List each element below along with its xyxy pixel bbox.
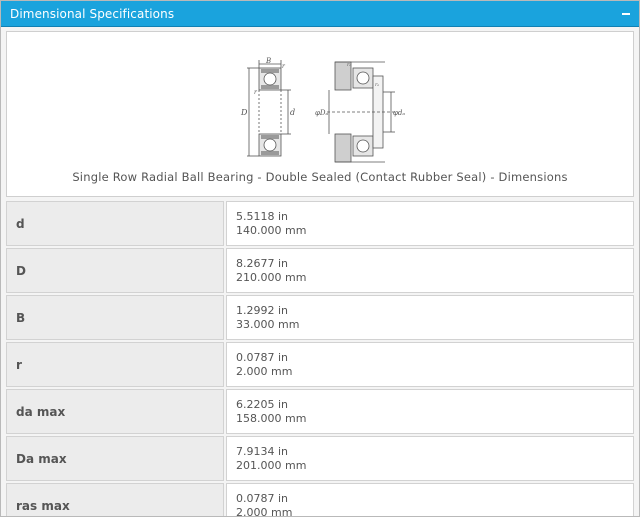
- spec-value-inch: 0.0787 in: [236, 491, 289, 505]
- label-da: φdₐ: [393, 109, 406, 117]
- spec-value: [226, 342, 634, 387]
- bearing-cross-section: [247, 60, 291, 156]
- spec-value: [226, 295, 634, 340]
- spec-value-mm: 201.000 mm: [236, 458, 307, 472]
- spec-value: [226, 248, 634, 293]
- spec-value-inch: 1.2992 in: [236, 303, 289, 317]
- spec-value-inch: 8.2677 in: [236, 256, 289, 270]
- spec-label: D: [6, 248, 224, 293]
- spec-label: ras max: [6, 483, 224, 517]
- panel-header[interactable]: [1, 1, 639, 27]
- spec-label: B: [6, 295, 224, 340]
- spec-label: Da max: [6, 436, 224, 481]
- spec-row-d: [6, 201, 634, 246]
- spec-value-mm: 2.000 mm: [236, 505, 293, 517]
- spec-value-inch: 7.9134 in: [236, 444, 289, 458]
- mounted-bearing-section: [327, 62, 395, 162]
- panel-title: Dimensional Specifications: [10, 6, 175, 21]
- spec-row-D: [6, 248, 634, 293]
- spec-value-mm: 210.000 mm: [236, 270, 307, 284]
- label-D: D: [241, 108, 248, 117]
- spec-value-inch: 6.2205 in: [236, 397, 289, 411]
- spec-table: [6, 201, 634, 517]
- spec-label: d: [6, 201, 224, 246]
- spec-value-mm: 33.000 mm: [236, 317, 300, 331]
- bearing-diagram-box: [6, 31, 634, 197]
- spec-value-inch: 5.5118 in: [236, 209, 289, 223]
- spec-value-mm: 158.000 mm: [236, 411, 307, 425]
- spec-label: da max: [6, 389, 224, 434]
- spec-row-r: [6, 342, 634, 387]
- spec-value-mm: 140.000 mm: [236, 223, 307, 237]
- spec-value: [226, 389, 634, 434]
- panel-content: [1, 27, 639, 517]
- spec-value: [226, 201, 634, 246]
- spec-value-inch: 0.0787 in: [236, 350, 289, 364]
- minus-icon[interactable]: [621, 9, 631, 19]
- spec-value: [226, 436, 634, 481]
- label-r-left: r: [254, 89, 257, 96]
- spec-row-B: [6, 295, 634, 340]
- label-d: d: [290, 108, 296, 117]
- diagram-caption: Single Row Radial Ball Bearing - Double Sealed (Contact Rubber Seal) - Dimensions: [72, 170, 568, 184]
- bearing-diagram-icon: [235, 56, 415, 168]
- label-ra-side: rₐ: [375, 82, 380, 88]
- label-Da: φDₐ: [315, 109, 329, 117]
- spec-value: [226, 483, 634, 517]
- spec-value-mm: 2.000 mm: [236, 364, 293, 378]
- spec-row-Da-max: [6, 436, 634, 481]
- spec-label: r: [6, 342, 224, 387]
- label-ra-top: rₐ: [347, 62, 352, 68]
- spec-row-da-max: [6, 389, 634, 434]
- spec-row-ras-max: [6, 483, 634, 517]
- label-r-top: r: [282, 63, 285, 70]
- label-B: B: [266, 57, 272, 65]
